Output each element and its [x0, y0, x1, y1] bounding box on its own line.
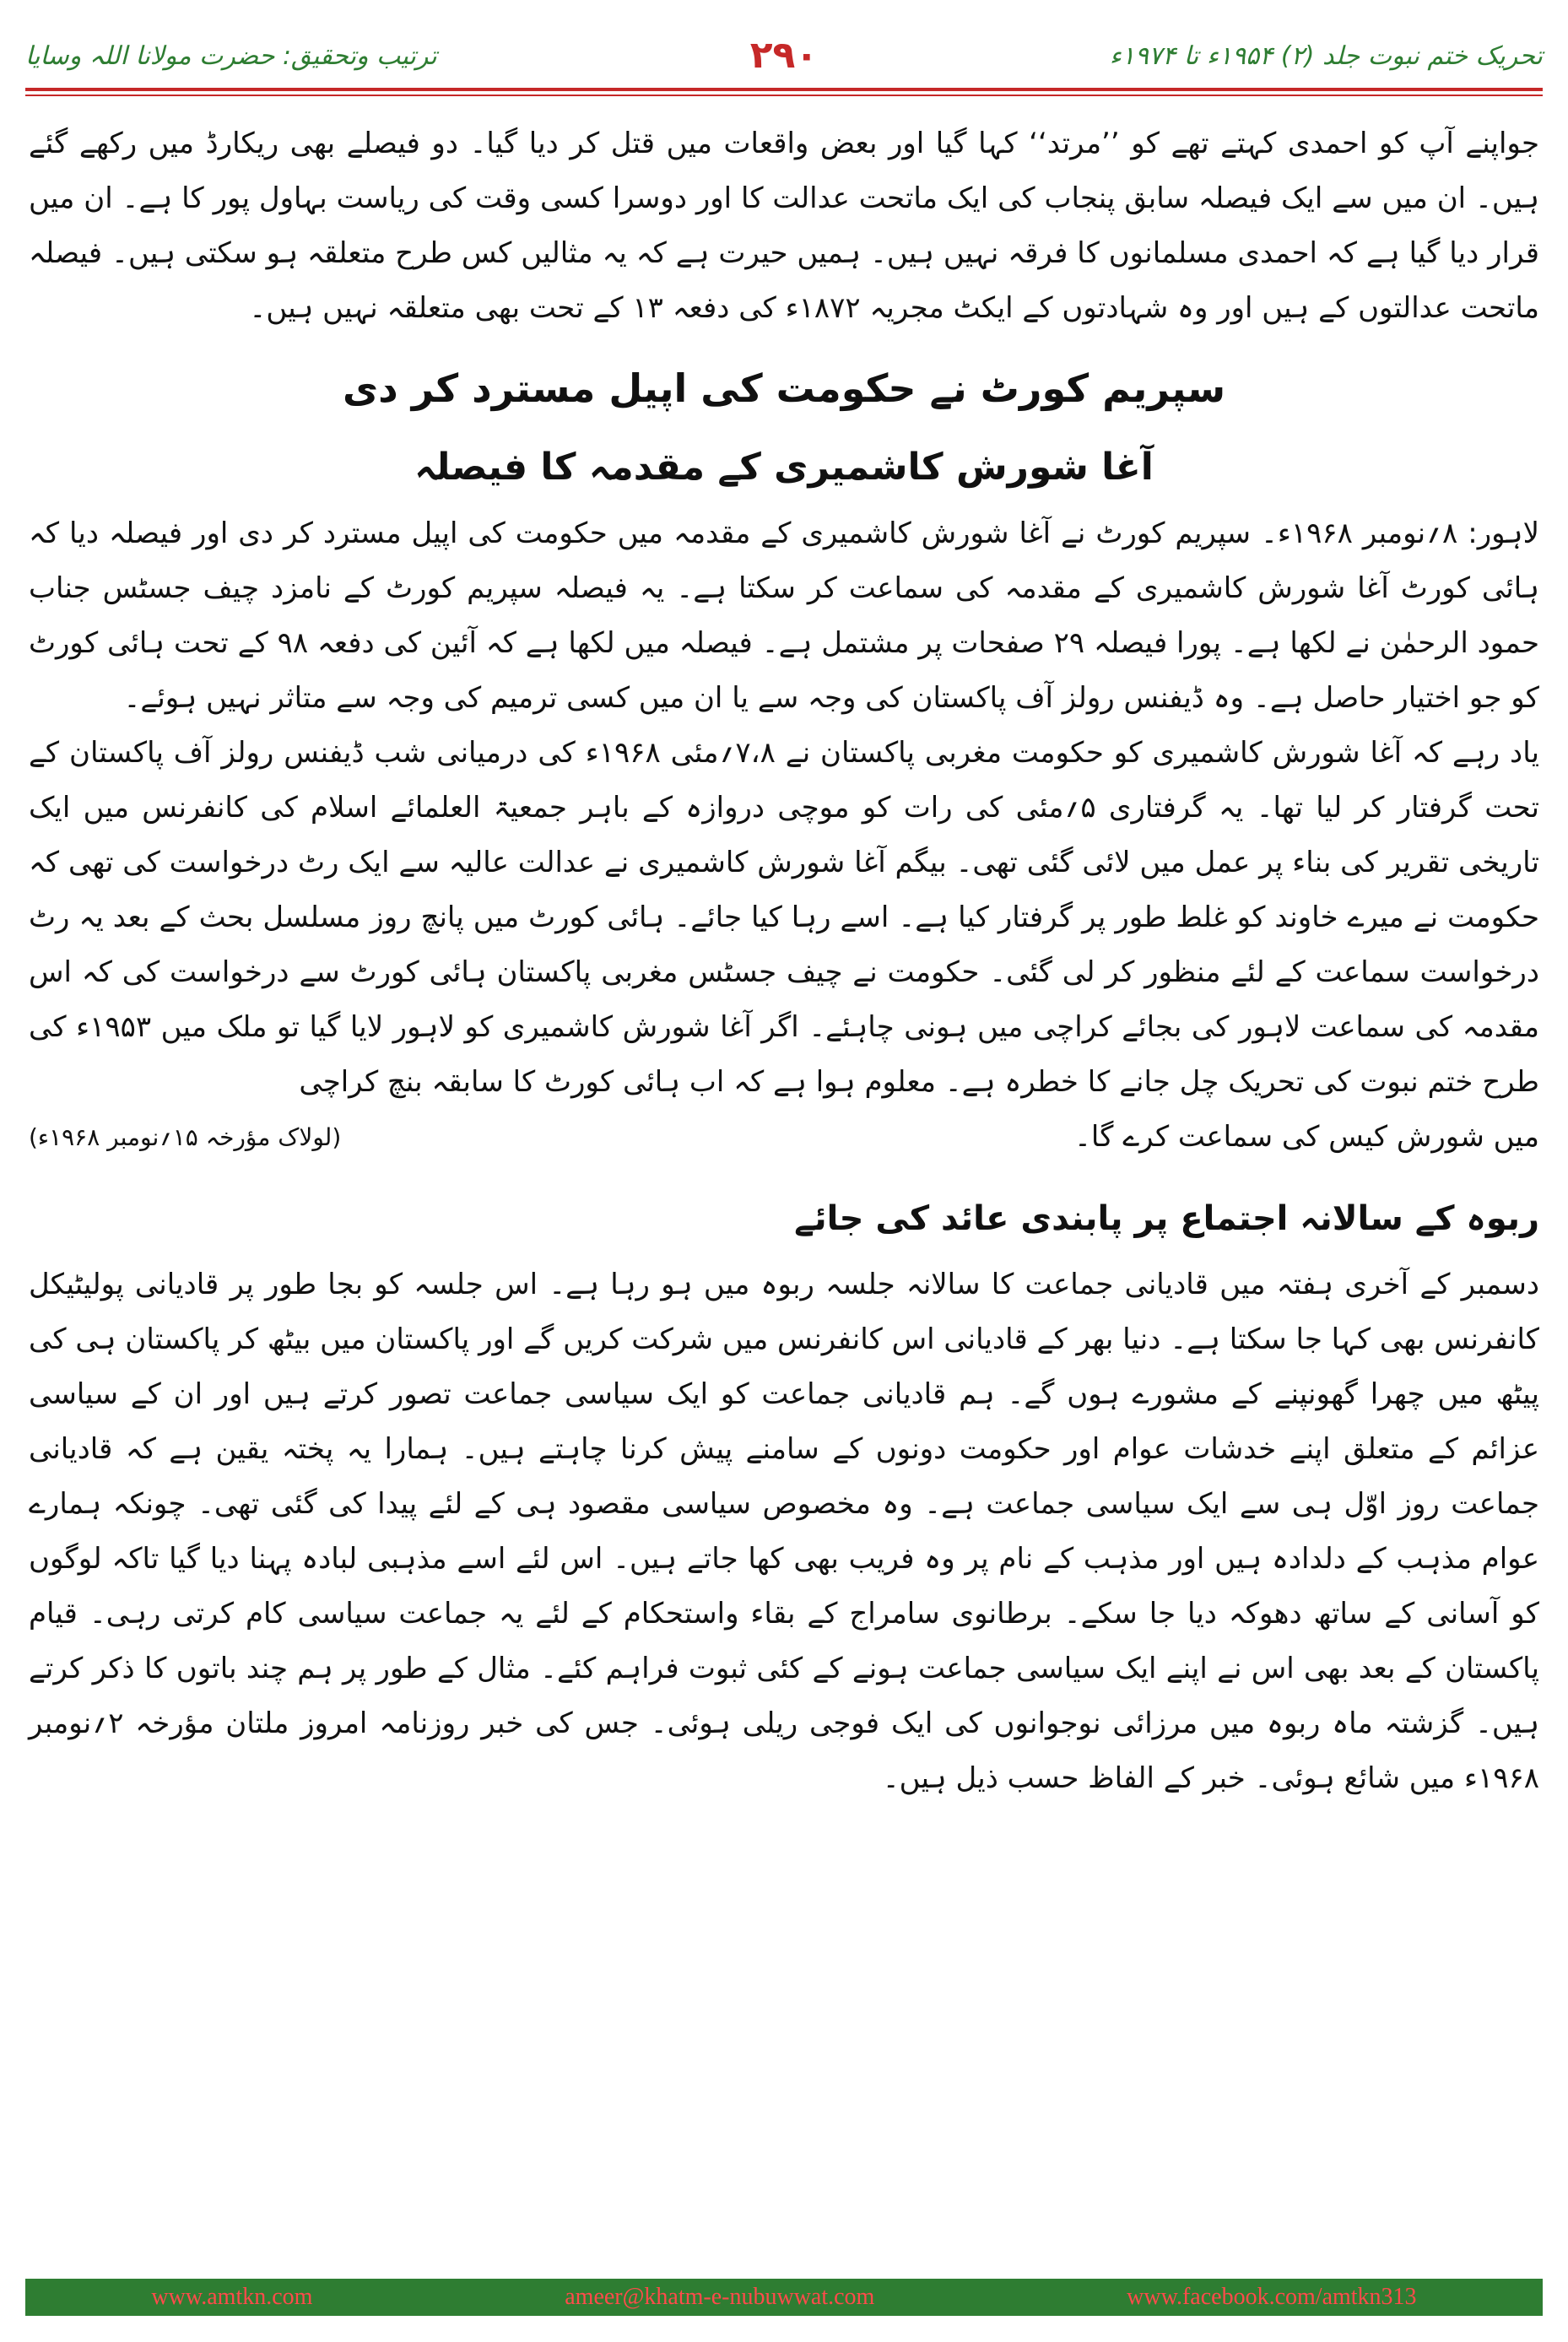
email-link[interactable]: ameer@khatm-e-nubuwwat.com [565, 2284, 875, 2310]
heading-rabwah-ban: ربوہ کے سالانہ اجتماع پر پابندی عائد کی جائے [794, 1199, 1539, 1238]
book-title: تحریک ختم نبوت جلد (۲) ۱۹۵۴ء تا ۱۹۷۴ء [1109, 41, 1543, 71]
paragraph-lahore: لاہور: ۸؍نومبر ۱۹۶۸ء۔ سپریم کورٹ نے آغا شورش کاشمیری کے مقدمہ میں حکومت کی اپیل مسترد کر دی اور فیصلہ دیا کہ ہائی کورٹ آغا شورش کاشمیری کے مقدمہ کی سماعت کر سکتا ہے۔ یہ فیصلہ سپریم کورٹ کے نامزد چیف جسٹس جناب حمود الرحمٰن نے لکھا ہے۔ پورا فیصلہ ۲۹ صفحات پر مشتمل ہے۔ فیصلہ میں لکھا ہے کہ آئین کی دفعہ ۹۸ کے تحت ہائی کورٹ کو جو اختیار حاصل ہے۔ وہ ڈیفنس رولز آف پاکستان کی وجہ سے یا ان میں کسی ترمیم کی وجہ سے متاثر نہیں ہوئے۔ [29, 517, 1539, 715]
header-rule [25, 88, 1543, 91]
page-content [29, 116, 1539, 2264]
heading-shorish-case: آغا شورش کاشمیری کے مقدمہ کا فیصلہ [414, 446, 1154, 489]
page-number: ۲۹۰ [749, 34, 819, 77]
page-footer [25, 2279, 1543, 2316]
website-link[interactable]: www.amtkn.com [151, 2284, 313, 2310]
paragraph-reminder-end [29, 1110, 1539, 1165]
source-citation: (لولاک مؤرخہ ۱۵؍نومبر ۱۹۶۸ء) [29, 1123, 342, 1151]
facebook-link[interactable]: www.facebook.com/amtkn313 [1127, 2284, 1417, 2310]
page-header [25, 25, 1543, 86]
paragraph-reminder: یاد رہے کہ آغا شورش کاشمیری کو حکومت مغربی پاکستان نے ۷،۸؍مئی ۱۹۶۸ء کی درمیانی شب ڈیفنس رولز آف پاکستان کے تحت گرفتار کر لیا تھا۔ یہ گرفتاری ۵؍مئی کی رات کو موچی دروازہ کے باہر جمعیۃ العلمائے اسلام کی کانفرنس میں ایک تاریخی تقریر کی بناء پر عمل میں لائی گئی تھی۔ بیگم آغا شورش کاشمیری نے عدالت عالیہ سے ایک رٹ درخواست کی تھی کہ حکومت نے میرے خاوند کو غلط طور پر گرفتار کیا ہے۔ اسے رہا کیا جائے۔ ہائی کورٹ میں پانچ روز مسلسل بحث کے بعد یہ رٹ درخواست سماعت کے لئے منظور کر لی گئی۔ حکومت نے چیف جسٹس مغربی پاکستان ہائی کورٹ سے درخواست کی کہ اس مقدمہ کی سماعت لاہور کی بجائے کراچی میں ہونی چاہئے۔ اگر آغا شورش کاشمیری کو لاہور لایا گیا تو ملک میں ۱۹۵۳ء کی طرح ختم نبوت کی تحریک چل جانے کا خطرہ ہے۔ معلوم ہوا ہے کہ اب ہائی کورٹ کا سابقہ بنچ کراچی [29, 736, 1540, 1099]
paragraph-reminder-last-line: میں شورش کیس کی سماعت کرے گا۔ [1073, 1120, 1539, 1154]
compiler-credit: ترتیب وتحقیق: حضرت مولانا اللہ وسایا [25, 41, 437, 71]
paragraph-december: دسمبر کے آخری ہفتہ میں قادیانی جماعت کا سالانہ جلسہ ربوہ میں ہو رہا ہے۔ اس جلسہ کو بجا طور پر قادیانی پولیٹیکل کانفرنس بھی کہا جا سکتا ہے۔ دنیا بھر کے قادیانی اس کانفرنس میں شرکت کریں گے اور پاکستان میں بیٹھ کر پاکستان ہی کی پیٹھ میں چھرا گھونپنے کے مشورے ہوں گے۔ ہم قادیانی جماعت کو ایک سیاسی جماعت تصور کرتے ہیں اور ان کے سیاسی عزائم کے متعلق اپنے خدشات عوام اور حکومت دونوں کے سامنے پیش کرنا چاہتے ہیں۔ ہمارا یہ پختہ یقین ہے کہ قادیانی جماعت روز اوّل ہی سے ایک سیاسی جماعت ہے۔ وہ مخصوص سیاسی مقصود ہی کے لئے پیدا کی گئی تھی۔ چونکہ ہمارے عوام مذہب کے دلدادہ ہیں اور مذہب کے نام پر وہ فریب بھی کھا جاتے ہیں۔ اس لئے اسے مذہبی لبادہ پہنا دیا گیا تاکہ لوگوں کو آسانی کے ساتھ دھوکہ دیا جا سکے۔ برطانوی سامراج کے بقاء واستحکام کے لئے یہ جماعت سیاسی کام کرتی رہی۔ قیام پاکستان کے بعد بھی اس نے اپنے ایک سیاسی جماعت ہونے کے کئی ثبوت فراہم کئے۔ مثال کے طور پر ہم چند باتوں کا ذکر کرتے ہیں۔ گزشتہ ماہ ربوہ میں مرزائی نوجوانوں کی ایک فوجی ریلی ہوئی۔ جس کی خبر روزنامہ امروز ملتان مؤرخہ ۲؍نومبر ۱۹۶۸ء میں شائع ہوئی۔ خبر کے الفاظ حسب ذیل ہیں۔ [29, 1268, 1539, 1795]
heading-supreme-court: سپریم کورٹ نے حکومت کی اپیل مسترد کر دی [342, 365, 1226, 411]
header-rule-thin [25, 95, 1543, 96]
intro-paragraph: جواپنے آپ کو احمدی کہتے تھے کو ’’مرتد‘‘ کہا گیا اور بعض واقعات میں قتل کر دیا گیا۔ دو فیصلے بھی ریکارڈ میں رکھے گئے ہیں۔ ان میں سے ایک فیصلہ سابق پنجاب کی ایک ماتحت عدالت کا اور دوسرا کسی وقت کی ریاست بہاول پور کا ہے۔ ان میں قرار دیا گیا ہے کہ احمدی مسلمانوں کا فرقہ نہیں ہیں۔ ہمیں حیرت ہے کہ یہ مثالیں کس طرح متعلقہ ہو سکتی ہیں۔ فیصلہ ماتحت عدالتوں کے ہیں اور وہ شہادتوں کے ایکٹ مجریہ ۱۸۷۲ء کی دفعہ ۱۳ کے تحت بھی متعلقہ نہیں ہیں۔ [29, 127, 1539, 325]
